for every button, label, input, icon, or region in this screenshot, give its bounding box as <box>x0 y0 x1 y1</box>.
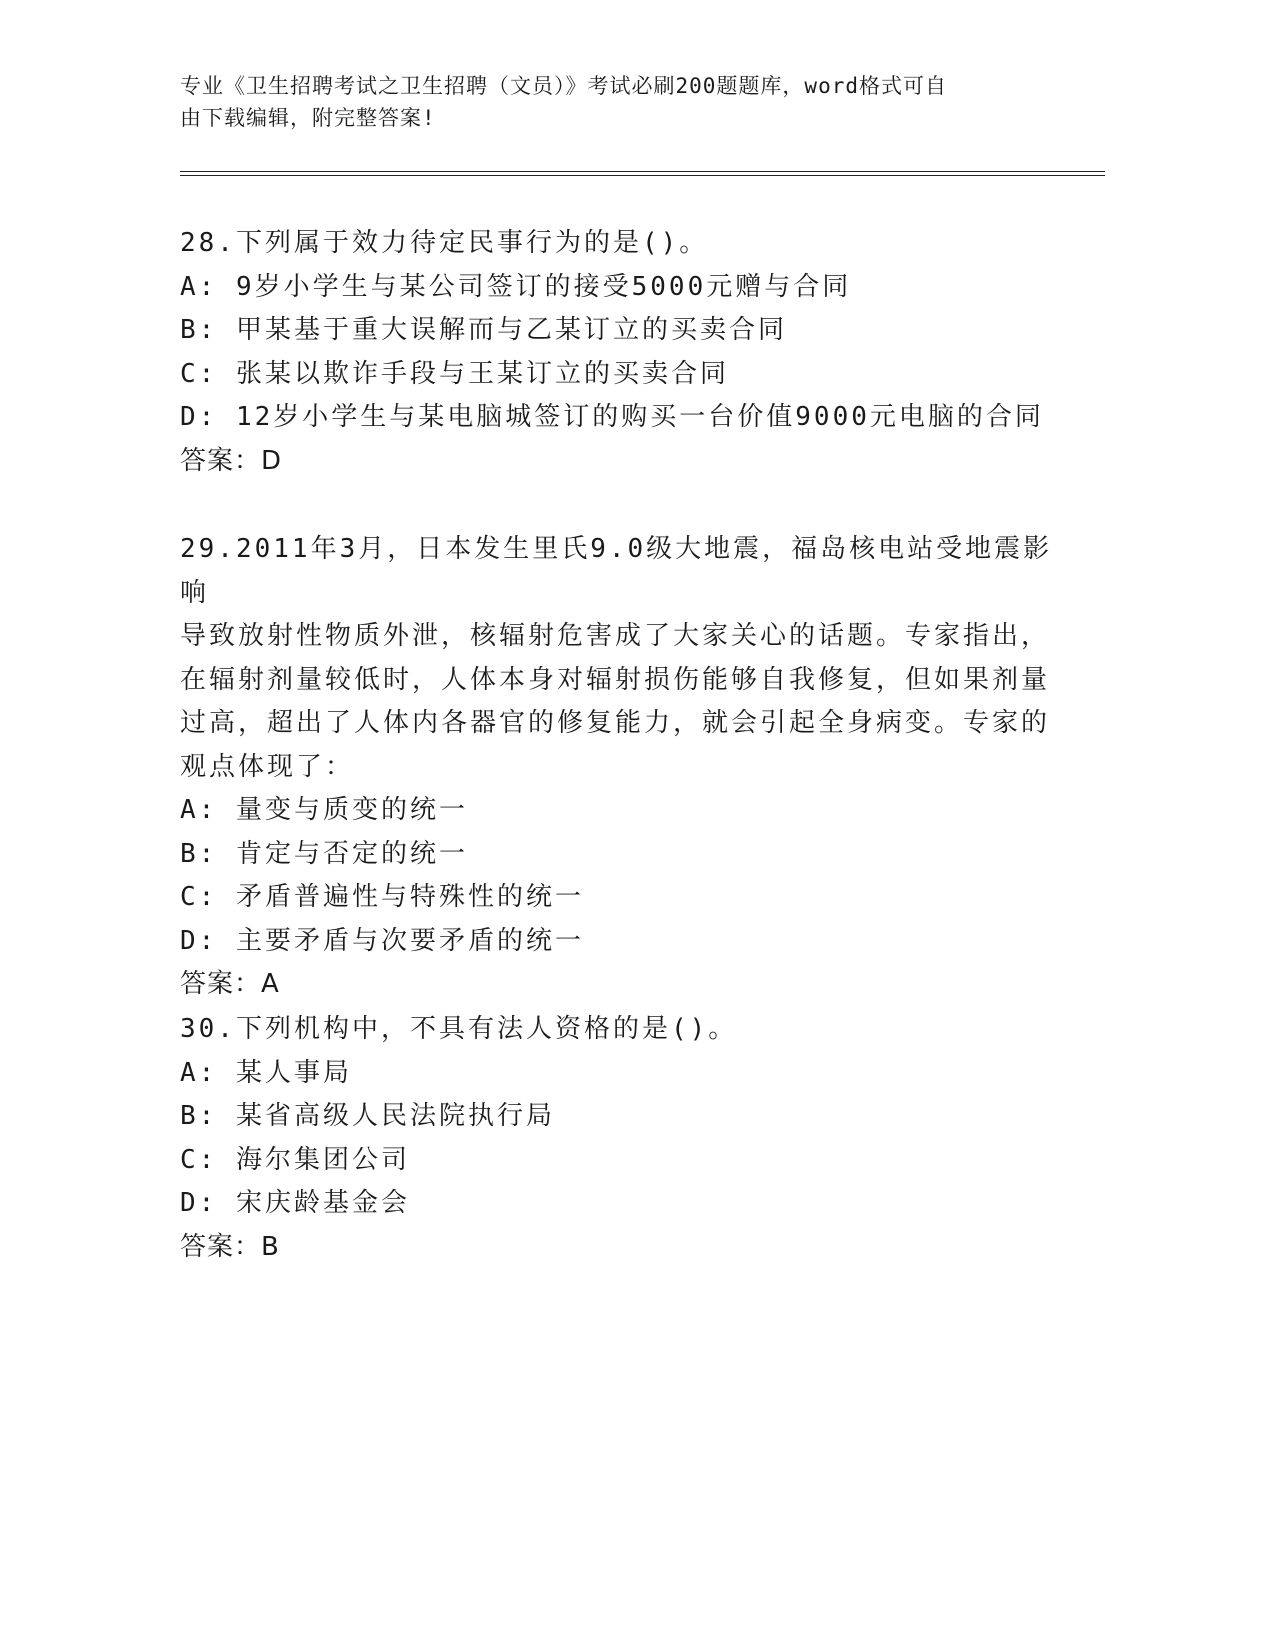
option-d: D: 12岁小学生与某电脑城签订的购买一台价值9000元电脑的合同 <box>180 402 1044 432</box>
option-c: C: 矛盾普遍性与特殊性的统一 <box>180 882 584 912</box>
answer-line: 答案：D <box>180 445 283 476</box>
header-divider-top <box>180 171 1105 172</box>
question-stem-line-1: 29.2011年3月，日本发生里氏9.0级大地震，福岛核电站受地震影响 <box>180 534 1053 608</box>
option-b: B: 某省高级人民法院执行局 <box>180 1101 555 1131</box>
question-28 <box>180 222 1060 483</box>
question-stem-line-5: 观点体现了： <box>180 751 355 782</box>
option-b: B: 甲某基于重大误解而与乙某订立的买卖合同 <box>180 315 787 345</box>
option-a: A: 9岁小学生与某公司签订的接受5000元赠与合同 <box>180 271 852 302</box>
document-header <box>180 70 1060 134</box>
header-divider-bottom <box>180 175 1105 176</box>
option-d: D: 宋庆龄基金会 <box>180 1188 410 1218</box>
option-c: C: 张某以欺诈手段与王某订立的买卖合同 <box>180 358 729 389</box>
question-stem: 28.下列属于效力待定民事行为的是()。 <box>180 228 709 258</box>
question-30 <box>180 1008 1060 1269</box>
answer-line: 答案：B <box>180 1231 280 1262</box>
header-line-2: 由下载编辑，附完整答案! <box>180 106 436 130</box>
header-line-1: 专业《卫生招聘考试之卫生招聘（文员）》考试必刷200题题库，word格式可自 <box>180 74 947 98</box>
option-b: B: 肯定与否定的统一 <box>180 838 468 869</box>
option-d: D: 主要矛盾与次要矛盾的统一 <box>180 925 584 956</box>
question-29 <box>180 528 1060 1007</box>
question-stem-line-3: 在辐射剂量较低时，人体本身对辐射损伤能够自我修复，但如果剂量 <box>180 664 1051 695</box>
option-a: A: 量变与质变的统一 <box>180 795 468 825</box>
question-stem-line-2: 导致放射性物质外泄，核辐射危害成了大家关心的话题。专家指出， <box>180 621 1051 651</box>
question-stem: 30.下列机构中，不具有法人资格的是()。 <box>180 1014 738 1044</box>
answer-line: 答案：A <box>180 969 280 999</box>
option-c: C: 海尔集团公司 <box>180 1144 410 1175</box>
question-stem-line-4: 过高，超出了人体内各器官的修复能力，就会引起全身病变。专家的 <box>180 708 1051 738</box>
option-a: A: 某人事局 <box>180 1057 352 1088</box>
